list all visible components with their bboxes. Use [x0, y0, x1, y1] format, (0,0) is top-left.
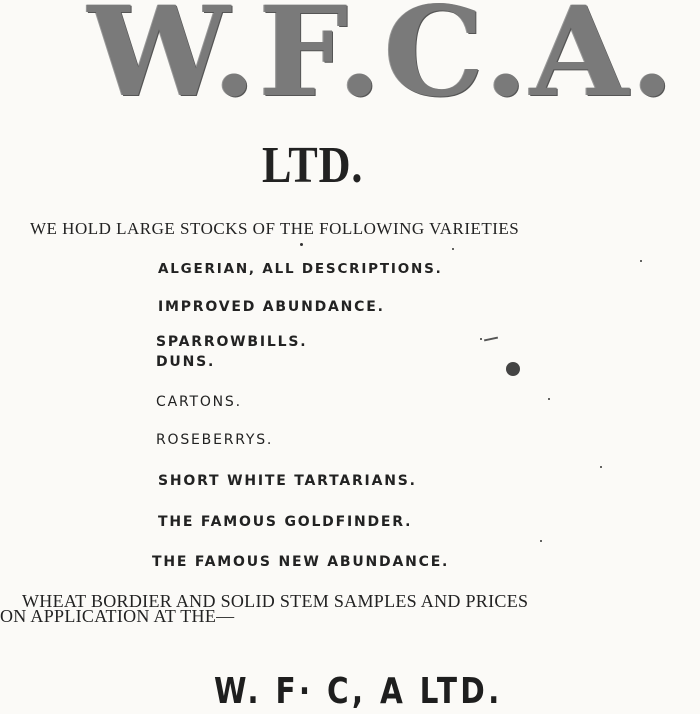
- variety-item: THE FAMOUS NEW ABUNDANCE.: [152, 554, 450, 570]
- ink-speck: [506, 362, 520, 376]
- variety-item: SPARROWBILLS.: [156, 334, 308, 350]
- ink-speck: [480, 338, 482, 340]
- ink-speck: [300, 243, 303, 246]
- variety-item: SHORT WHITE TARTARIANS.: [158, 473, 417, 489]
- ink-speck: [452, 248, 454, 250]
- masthead-subtitle: LTD.: [262, 137, 364, 194]
- ink-speck: [540, 540, 542, 542]
- ink-speck: [600, 466, 602, 468]
- masthead-title: W.F.C.A.: [88, 0, 677, 125]
- variety-item: DUNS.: [156, 354, 216, 370]
- ink-mark: [484, 337, 498, 342]
- ink-speck: [640, 260, 642, 262]
- variety-item: ROSEBERRYS.: [156, 432, 274, 448]
- footer-company-name: W. F· C, A LTD.: [214, 671, 503, 712]
- closing-text: [0, 591, 700, 626]
- ink-speck: [548, 398, 550, 400]
- closing-line: WHEAT BORDIER AND SOLID STEM SAMPLES AND PRICES: [22, 591, 529, 611]
- variety-item: THE FAMOUS GOLDFINDER.: [158, 514, 413, 530]
- variety-item: ALGERIAN, ALL DESCRIPTIONS.: [158, 261, 443, 277]
- variety-item: IMPROVED ABUNDANCE.: [158, 299, 385, 315]
- intro-text: WE HOLD LARGE STOCKS OF THE FOLLOWING VARIETIES: [30, 219, 520, 238]
- closing-line: ON APPLICATION AT THE—: [0, 606, 235, 626]
- variety-item: CARTONS.: [156, 394, 242, 410]
